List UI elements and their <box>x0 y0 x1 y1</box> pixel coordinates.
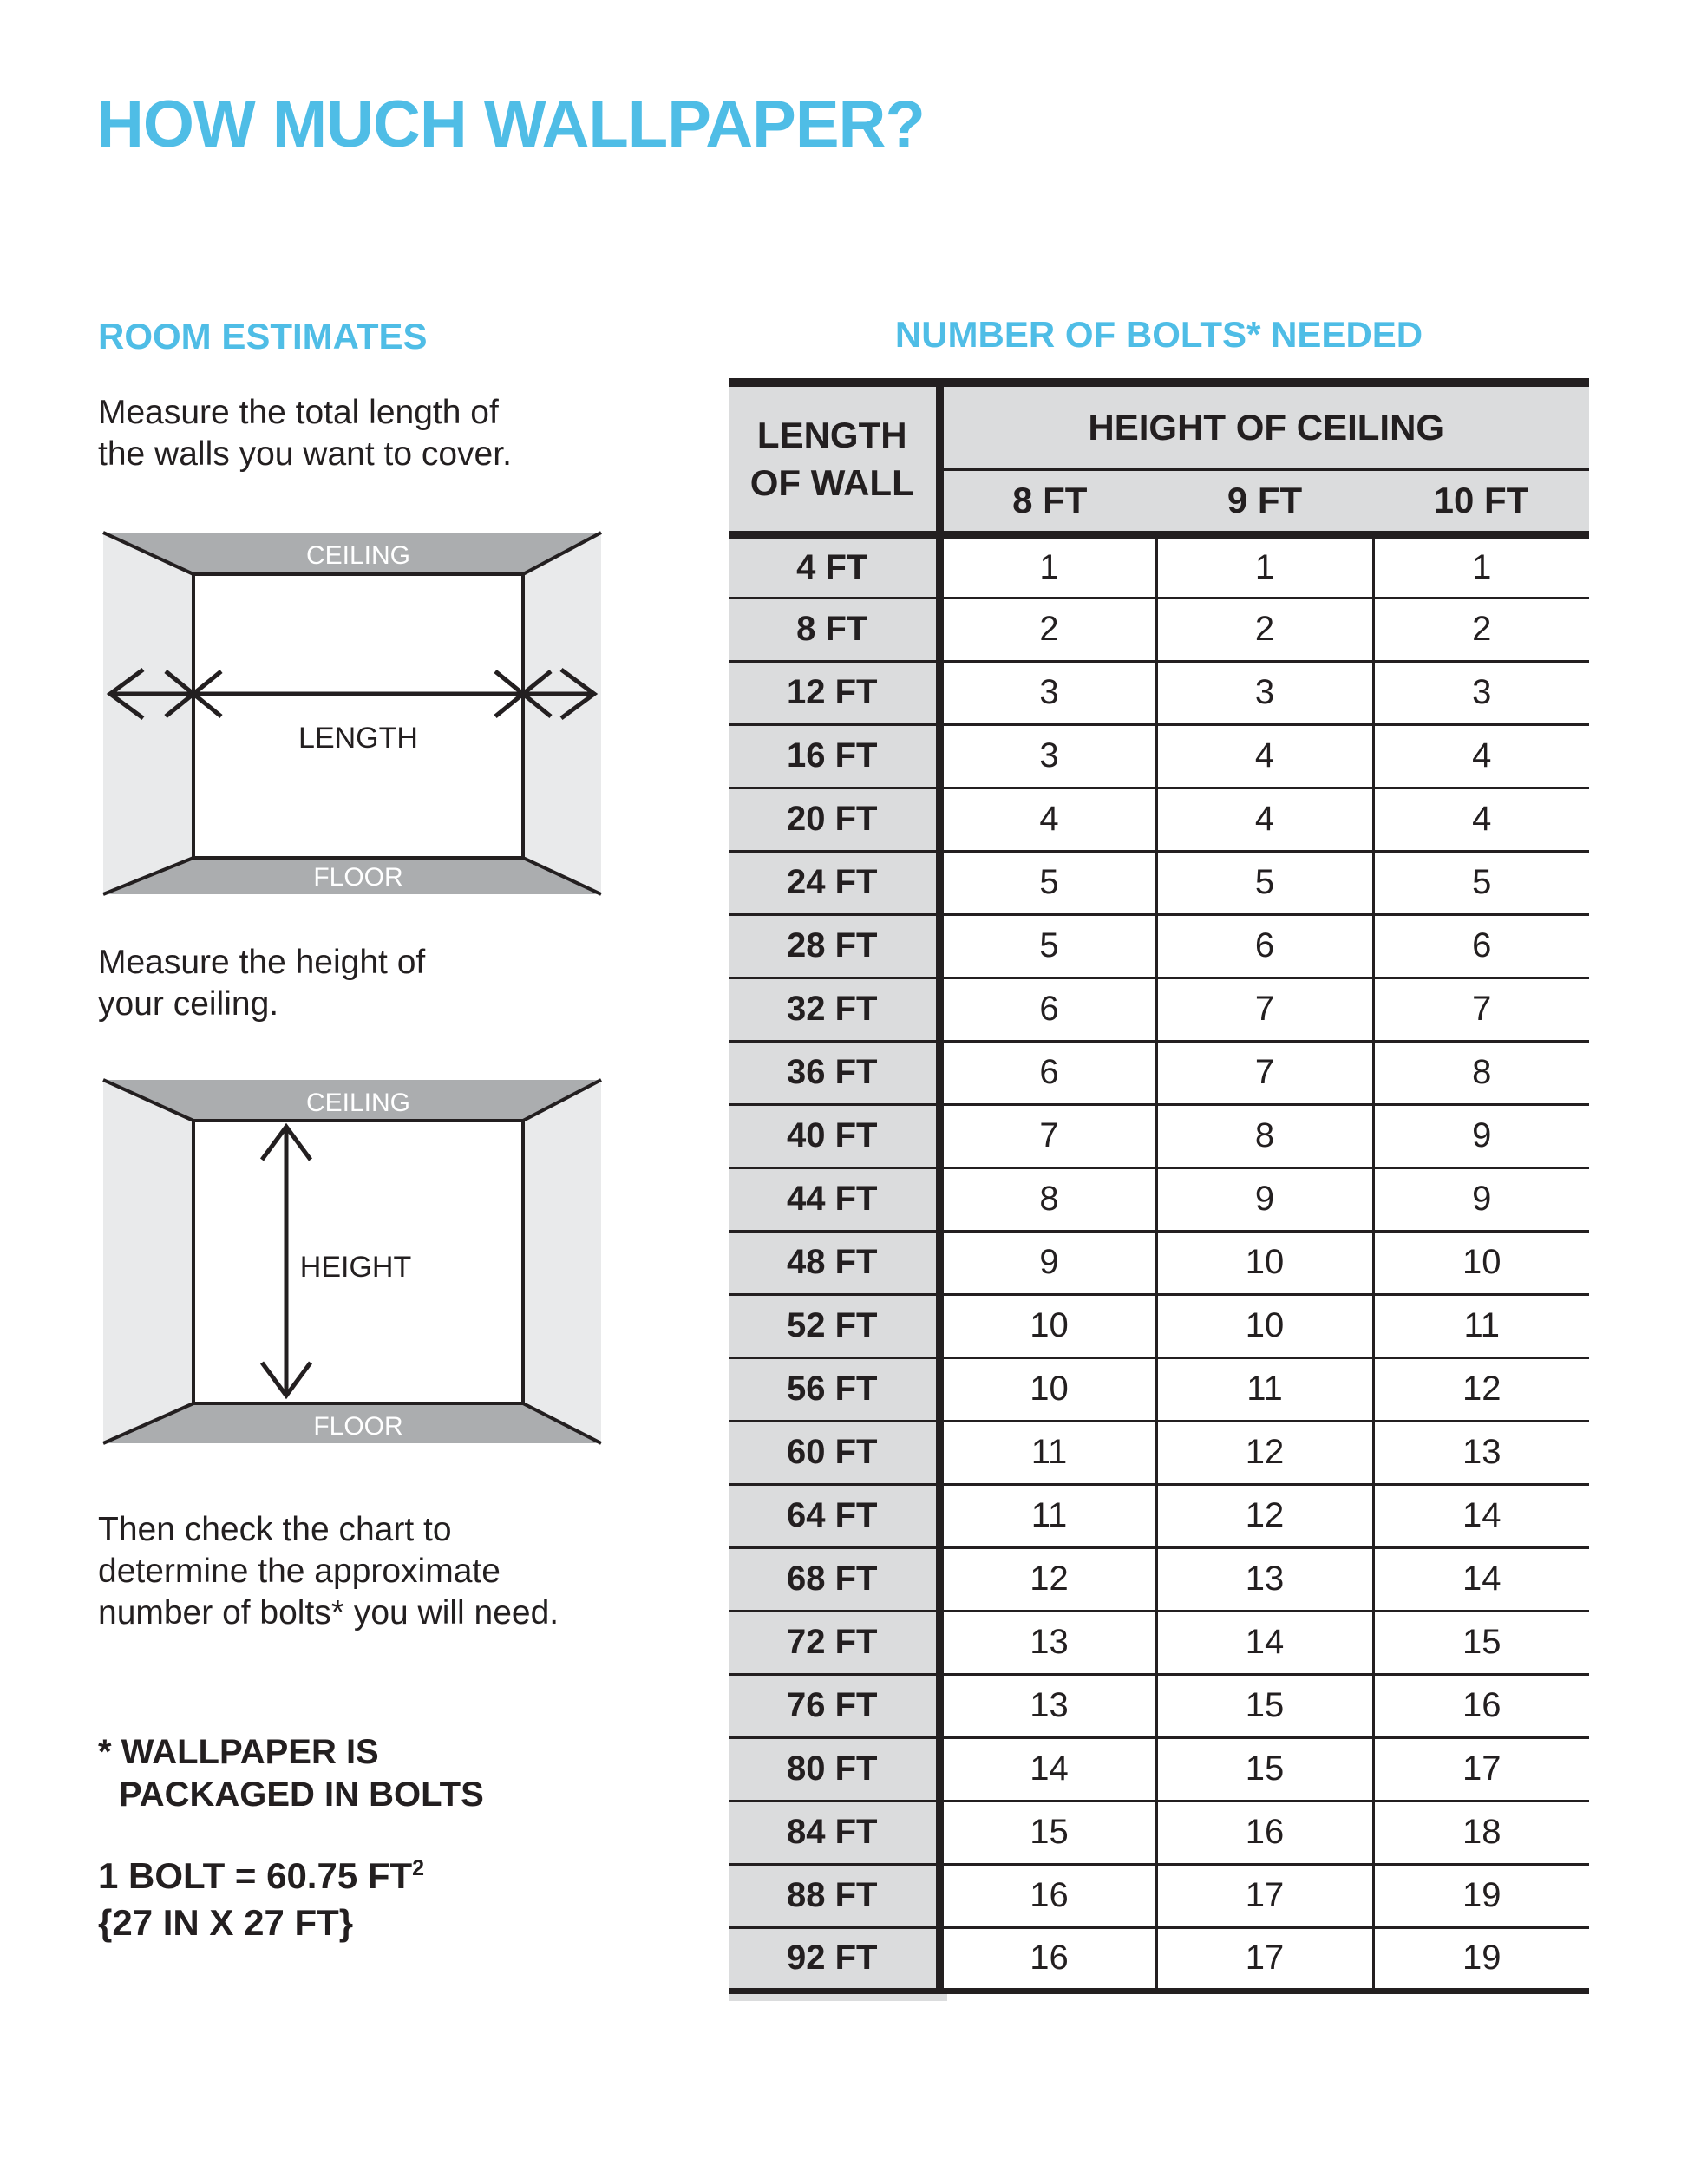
table-row <box>729 1104 1589 1167</box>
bolt-count-cell: 6 <box>1373 914 1589 978</box>
bolts-table-body <box>729 534 1589 1991</box>
table-row <box>729 1737 1589 1801</box>
bolt-count-cell: 9 <box>1373 1104 1589 1167</box>
table-row <box>729 1864 1589 1927</box>
wall-length-label: 12 FT <box>729 661 939 724</box>
bolt-count-cell: 7 <box>939 1104 1156 1167</box>
bolt-count-cell: 9 <box>939 1231 1156 1294</box>
bolt-equation-text: 1 BOLT = 60.75 FT <box>98 1855 413 1896</box>
bolt-count-cell: 10 <box>939 1357 1156 1421</box>
wall-length-label: 60 FT <box>729 1421 939 1484</box>
bolt-count-cell: 2 <box>1373 598 1589 661</box>
bolt-count-cell: 6 <box>1156 914 1373 978</box>
bolt-count-cell: 4 <box>939 788 1156 851</box>
bolt-count-cell: 8 <box>1373 1041 1589 1104</box>
bolt-count-cell: 7 <box>1156 1041 1373 1104</box>
wall-length-label: 36 FT <box>729 1041 939 1104</box>
wall-length-label: 80 FT <box>729 1737 939 1801</box>
right-wall <box>523 1080 601 1443</box>
room-estimates-heading: ROOM ESTIMATES <box>98 316 428 356</box>
ceiling-label: CEILING <box>305 541 411 570</box>
bolt-equation-line <box>98 1853 424 1900</box>
bolt-count-cell: 2 <box>1156 598 1373 661</box>
bolt-count-cell: 12 <box>1156 1421 1373 1484</box>
bolt-count-cell: 7 <box>1156 978 1373 1041</box>
bolt-count-cell: 4 <box>1373 724 1589 788</box>
table-row <box>729 978 1589 1041</box>
table-row <box>729 1357 1589 1421</box>
bolt-count-cell: 11 <box>1373 1294 1589 1357</box>
bolt-count-cell: 10 <box>1156 1231 1373 1294</box>
table-row <box>729 661 1589 724</box>
bolt-count-cell: 15 <box>1373 1611 1589 1674</box>
instruction-height-line2: your ceiling. <box>98 985 279 1023</box>
instruction-chart-line1: Then check the chart to <box>98 1511 452 1548</box>
wall-length-label: 4 FT <box>729 534 939 598</box>
group-header-row <box>729 383 1589 469</box>
wall-length-label: 52 FT <box>729 1294 939 1357</box>
bolt-count-cell: 16 <box>939 1927 1156 1991</box>
bolt-count-cell: 12 <box>1156 1484 1373 1547</box>
table-row <box>729 1421 1589 1484</box>
table-row <box>729 1801 1589 1864</box>
column-header: 8 FT <box>939 469 1156 534</box>
bolt-count-cell: 4 <box>1156 724 1373 788</box>
bolt-count-cell: 11 <box>1156 1357 1373 1421</box>
wall-length-label: 40 FT <box>729 1104 939 1167</box>
wall-length-label: 56 FT <box>729 1357 939 1421</box>
table-row <box>729 1547 1589 1611</box>
bolt-count-cell: 7 <box>1373 978 1589 1041</box>
bolt-count-cell: 2 <box>939 598 1156 661</box>
bolt-count-cell: 14 <box>939 1737 1156 1801</box>
table-row <box>729 1167 1589 1231</box>
bolt-equation-superscript: 2 <box>412 1856 425 1880</box>
wall-length-label: 16 FT <box>729 724 939 788</box>
group-header: HEIGHT OF CEILING <box>939 383 1589 469</box>
bolt-count-cell: 13 <box>939 1674 1156 1737</box>
bolt-count-cell: 3 <box>939 724 1156 788</box>
wall-length-label: 24 FT <box>729 851 939 914</box>
instruction-height <box>98 942 425 1025</box>
wall-length-label: 88 FT <box>729 1864 939 1927</box>
floor-label: FLOOR <box>313 863 403 892</box>
left-wall <box>103 533 193 894</box>
room-diagram-length <box>100 529 605 898</box>
table-row <box>729 914 1589 978</box>
bolt-count-cell: 5 <box>1373 851 1589 914</box>
table-row <box>729 1611 1589 1674</box>
wall-length-label: 64 FT <box>729 1484 939 1547</box>
table-row <box>729 1041 1589 1104</box>
bolt-count-cell: 16 <box>1373 1674 1589 1737</box>
bolt-count-cell: 15 <box>939 1801 1156 1864</box>
table-row <box>729 1294 1589 1357</box>
bolt-count-cell: 1 <box>939 534 1156 598</box>
page-title: HOW MUCH WALLPAPER? <box>96 88 925 161</box>
wall-length-label: 8 FT <box>729 598 939 661</box>
wall-length-label: 68 FT <box>729 1547 939 1611</box>
bolt-count-cell: 15 <box>1156 1737 1373 1801</box>
bolt-count-cell: 11 <box>939 1484 1156 1547</box>
column-header: 9 FT <box>1156 469 1373 534</box>
wall-length-label: 44 FT <box>729 1167 939 1231</box>
bolt-count-cell: 15 <box>1156 1674 1373 1737</box>
bolts-needed-section <box>729 314 1589 2001</box>
bolt-count-cell: 4 <box>1156 788 1373 851</box>
bolts-footnote-line1: * WALLPAPER IS <box>98 1733 379 1771</box>
instruction-height-line1: Measure the height of <box>98 944 426 981</box>
bolt-count-cell: 9 <box>1156 1167 1373 1231</box>
column-header: 10 FT <box>1373 469 1589 534</box>
table-row <box>729 1927 1589 1991</box>
bolt-count-cell: 13 <box>939 1611 1156 1674</box>
height-label: HEIGHT <box>299 1251 412 1284</box>
bolt-count-cell: 14 <box>1373 1547 1589 1611</box>
bolt-count-cell: 17 <box>1373 1737 1589 1801</box>
bolt-count-cell: 18 <box>1373 1801 1589 1864</box>
wall-length-label: 32 FT <box>729 978 939 1041</box>
wall-length-label: 76 FT <box>729 1674 939 1737</box>
bolt-count-cell: 3 <box>1373 661 1589 724</box>
bolt-count-cell: 17 <box>1156 1927 1373 1991</box>
table-row <box>729 1674 1589 1737</box>
bolts-footnote <box>98 1731 484 1816</box>
table-row <box>729 851 1589 914</box>
bolt-count-cell: 6 <box>939 978 1156 1041</box>
right-wall <box>523 533 601 894</box>
table-row <box>729 598 1589 661</box>
bolt-count-cell: 16 <box>1156 1801 1373 1864</box>
bolt-count-cell: 10 <box>1156 1294 1373 1357</box>
room-diagram-height <box>100 1076 605 1447</box>
wall-length-label: 72 FT <box>729 1611 939 1674</box>
bolts-table <box>729 378 1589 1994</box>
table-row <box>729 1484 1589 1547</box>
bolt-count-cell: 14 <box>1373 1484 1589 1547</box>
bolt-count-cell: 16 <box>939 1864 1156 1927</box>
corner-header <box>729 383 939 534</box>
length-label: LENGTH <box>298 722 418 755</box>
instruction-chart-line2: determine the approximate <box>98 1553 501 1590</box>
bolt-count-cell: 8 <box>1156 1104 1373 1167</box>
bolt-count-cell: 4 <box>1373 788 1589 851</box>
bolt-count-cell: 19 <box>1373 1864 1589 1927</box>
table-row <box>729 788 1589 851</box>
wall-length-label: 28 FT <box>729 914 939 978</box>
table-row <box>729 1231 1589 1294</box>
bolt-count-cell: 17 <box>1156 1864 1373 1927</box>
bolt-count-cell: 1 <box>1373 534 1589 598</box>
table-row <box>729 724 1589 788</box>
wall-length-label: 92 FT <box>729 1927 939 1991</box>
corner-header-line2: OF WALL <box>749 461 914 503</box>
bolt-dimensions: {27 IN X 27 FT} <box>98 1902 354 1943</box>
bolt-count-cell: 10 <box>1373 1231 1589 1294</box>
floor-label: FLOOR <box>313 1412 403 1441</box>
bolt-count-cell: 1 <box>1156 534 1373 598</box>
bolt-count-cell: 10 <box>939 1294 1156 1357</box>
bolt-count-cell: 8 <box>939 1167 1156 1231</box>
table-row <box>729 534 1589 598</box>
table-bottom-tab <box>729 1994 947 2001</box>
bolt-count-cell: 3 <box>1156 661 1373 724</box>
instruction-chart-line3: number of bolts* you will need. <box>98 1594 559 1631</box>
bolts-table-heading: NUMBER OF BOLTS* NEEDED <box>894 314 1423 355</box>
bolt-count-cell: 11 <box>939 1421 1156 1484</box>
instruction-length-line2: the walls you want to cover. <box>98 435 512 473</box>
ceiling-label: CEILING <box>305 1089 411 1117</box>
instruction-length <box>98 392 512 475</box>
left-wall <box>103 1080 193 1443</box>
bolt-count-cell: 19 <box>1373 1927 1589 1991</box>
bolt-count-cell: 12 <box>939 1547 1156 1611</box>
bolt-equation <box>98 1853 424 1946</box>
bolt-count-cell: 12 <box>1373 1357 1589 1421</box>
wall-length-label: 84 FT <box>729 1801 939 1864</box>
instruction-chart <box>98 1509 559 1634</box>
bolt-count-cell: 5 <box>939 914 1156 978</box>
wall-length-label: 48 FT <box>729 1231 939 1294</box>
bolts-footnote-line2: PACKAGED IN BOLTS <box>119 1775 484 1814</box>
bolt-count-cell: 9 <box>1373 1167 1589 1231</box>
wall-length-label: 20 FT <box>729 788 939 851</box>
bolt-count-cell: 5 <box>939 851 1156 914</box>
bolt-count-cell: 3 <box>939 661 1156 724</box>
bolt-count-cell: 5 <box>1156 851 1373 914</box>
bolt-count-cell: 13 <box>1156 1547 1373 1611</box>
instruction-length-line1: Measure the total length of <box>98 394 499 431</box>
bolt-count-cell: 6 <box>939 1041 1156 1104</box>
corner-header-line1: LENGTH <box>756 414 907 455</box>
bolt-count-cell: 14 <box>1156 1611 1373 1674</box>
bolt-count-cell: 13 <box>1373 1421 1589 1484</box>
back-wall <box>193 574 523 858</box>
